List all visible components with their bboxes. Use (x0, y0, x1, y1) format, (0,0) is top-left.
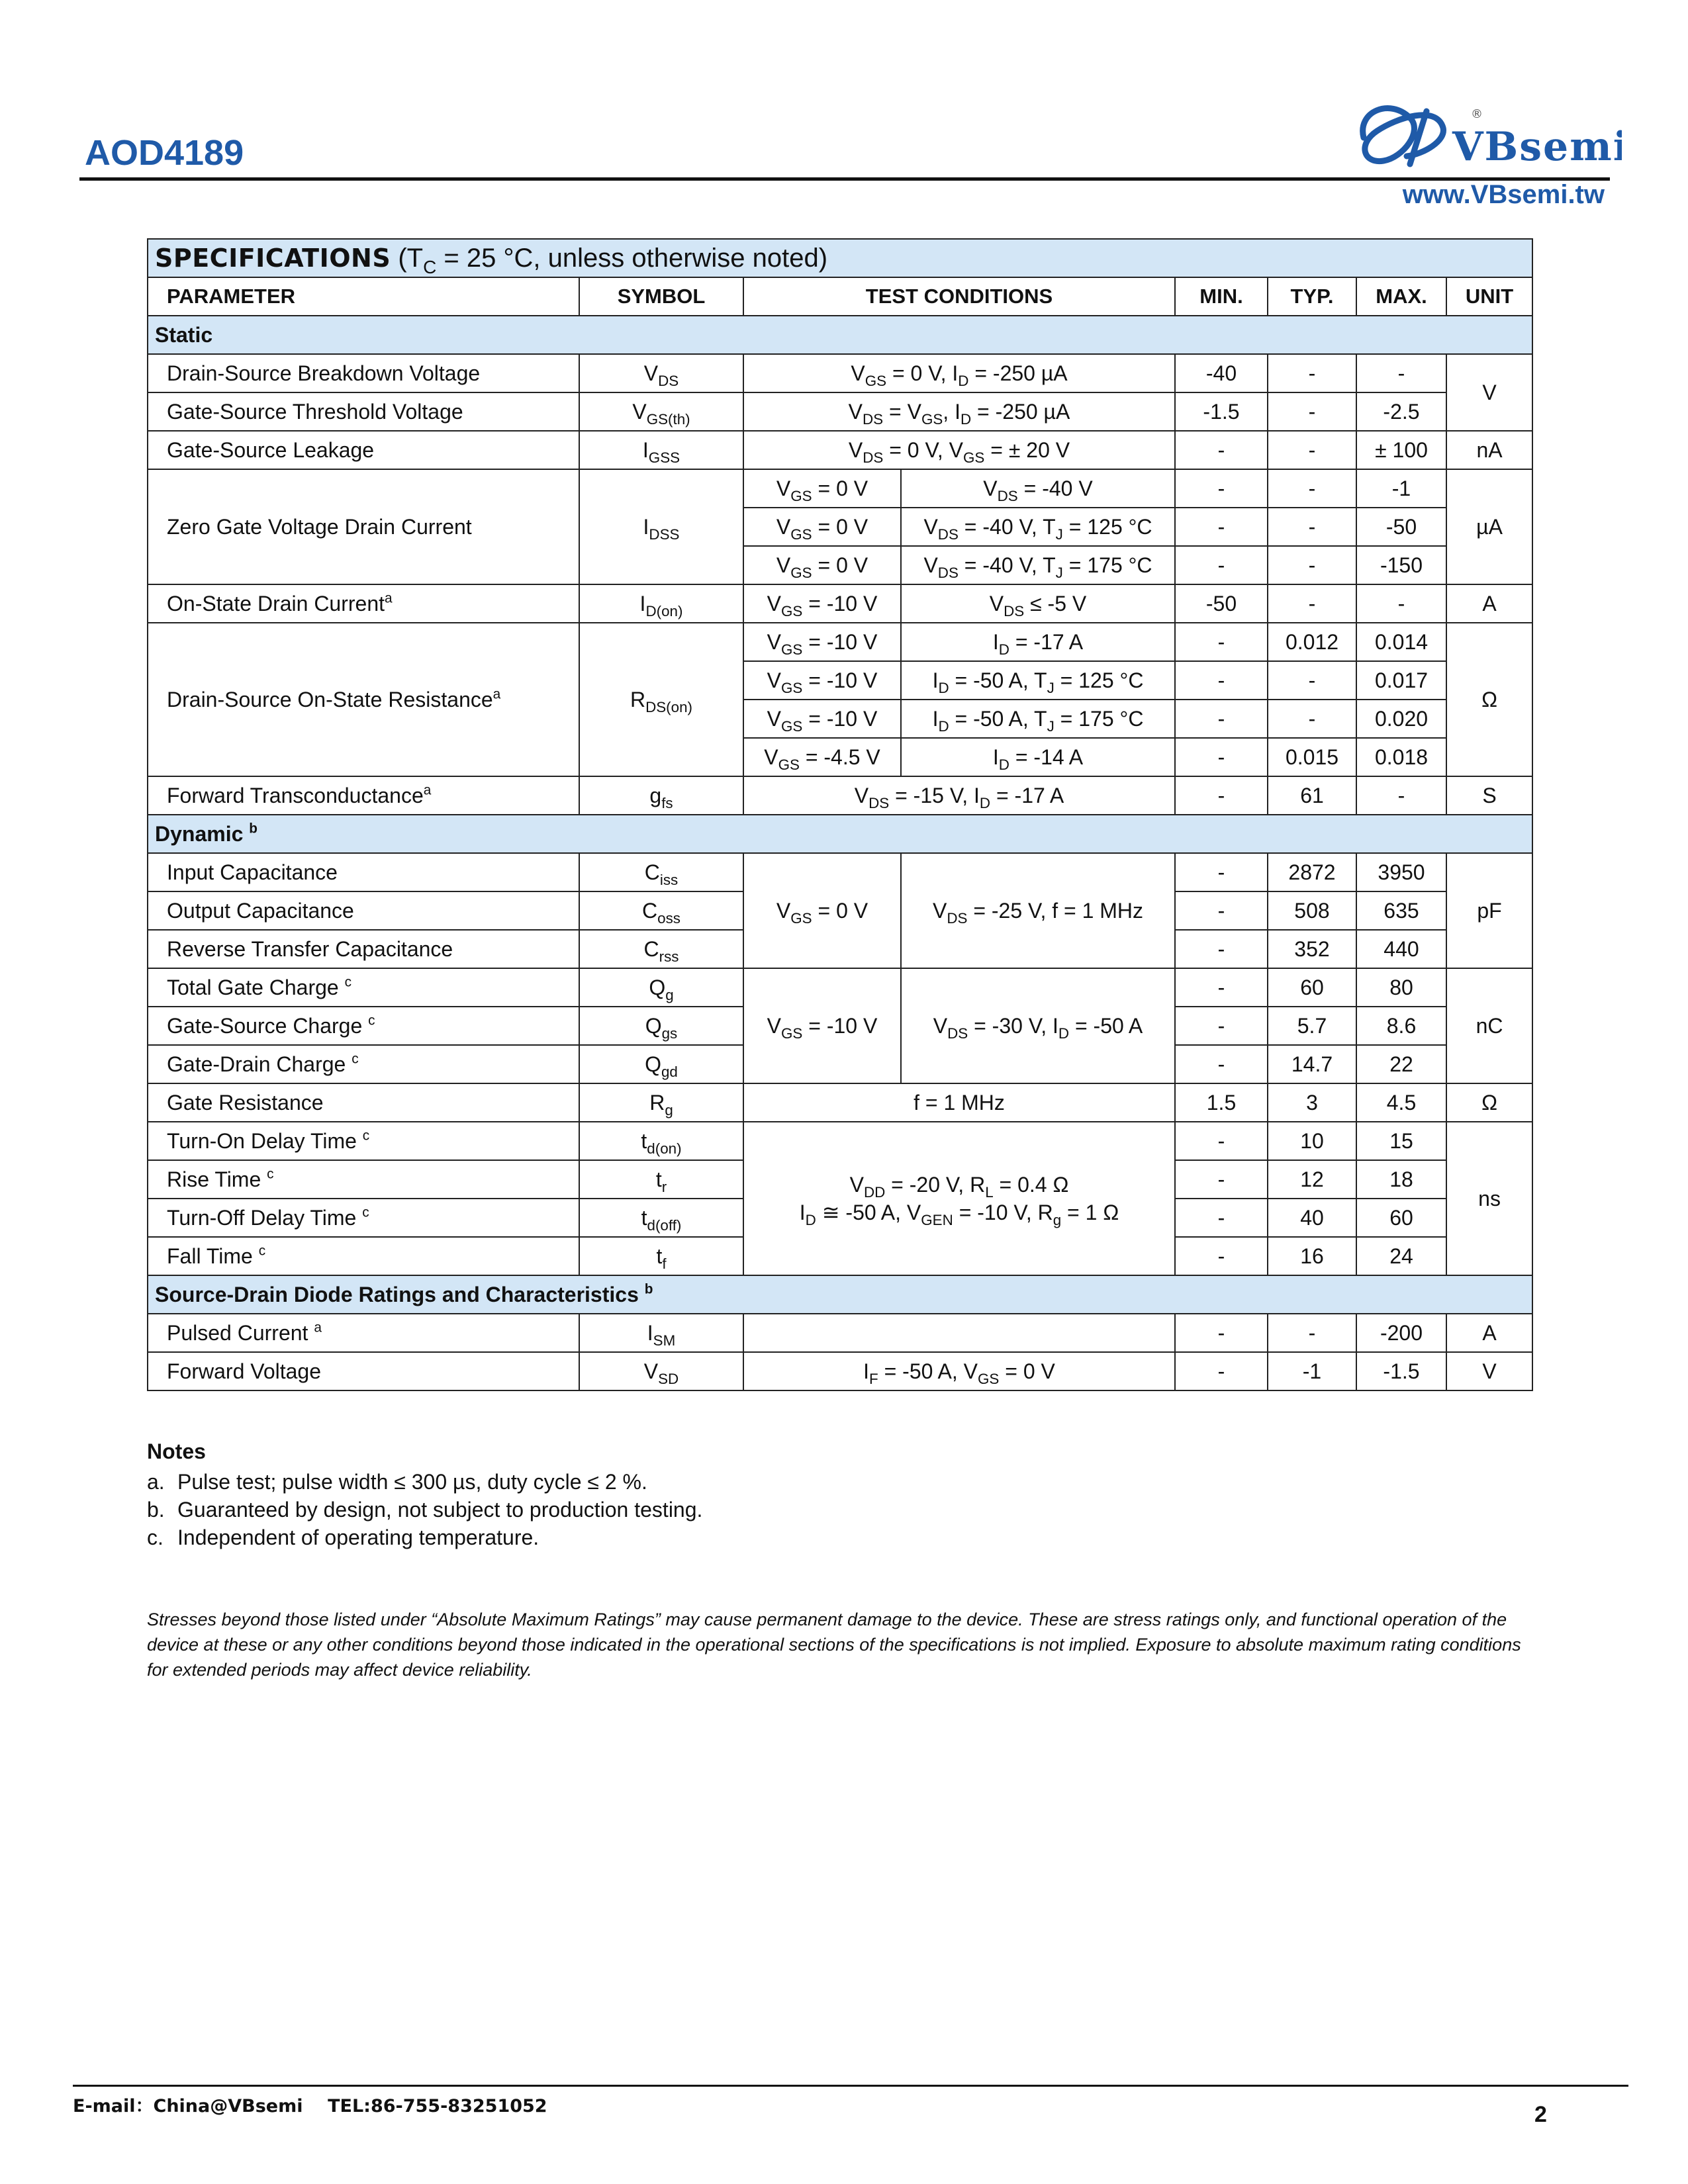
note-label: a. (147, 1470, 165, 1494)
min-cell: - (1175, 700, 1268, 738)
param-cell: Fall Time $^c$ (148, 1237, 579, 1275)
max-cell: 440 (1356, 930, 1446, 968)
min-cell: -40 (1175, 354, 1268, 392)
table-row (148, 1314, 1532, 1352)
table-row (148, 776, 1532, 815)
min-cell: - (1175, 1314, 1268, 1352)
vgs-cell: $V_{GS} = -10$ V (743, 968, 901, 1083)
typ-cell: - (1268, 354, 1356, 392)
table-row (148, 584, 1532, 623)
unit-cell: A (1446, 1314, 1532, 1352)
param-cell: Gate-Source Leakage (148, 431, 579, 469)
brand-url[interactable]: www.VBsemi.tw (1402, 180, 1605, 209)
vgs-cell: $V_{GS} = -10$ V (743, 584, 901, 623)
min-cell: 1.5 (1175, 1083, 1268, 1122)
table-row (148, 1083, 1532, 1122)
param-cell: Gate Resistance (148, 1083, 579, 1122)
table-row (148, 1352, 1532, 1390)
typ-cell: - (1268, 469, 1356, 508)
symbol-cell: $R_g$ (579, 1083, 743, 1122)
max-cell: -1.5 (1356, 1352, 1446, 1390)
symbol-cell: $Q_{gd}$ (579, 1045, 743, 1083)
symbol-cell: $C_{rss}$ (579, 930, 743, 968)
min-cell: - (1175, 469, 1268, 508)
registered-mark: ® (1471, 107, 1483, 121)
unit-cell: nA (1446, 431, 1532, 469)
col-parameter: PARAMETER (148, 277, 579, 316)
max-cell: -200 (1356, 1314, 1446, 1352)
unit-cell: A (1446, 584, 1532, 623)
section-row-static (148, 316, 1532, 354)
param-cell: Pulsed Current $^a$ (148, 1314, 579, 1352)
note-item (147, 1524, 702, 1551)
typ-cell: - (1268, 546, 1356, 584)
table-title (148, 239, 1532, 277)
column-header-row (148, 277, 1532, 316)
part-number: AOD4189 (85, 133, 244, 173)
max-cell: 18 (1356, 1160, 1446, 1199)
col-test-conditions: TEST CONDITIONS (743, 277, 1175, 316)
max-cell: ± 100 (1356, 431, 1446, 469)
typ-cell: - (1268, 431, 1356, 469)
max-cell: 22 (1356, 1045, 1446, 1083)
vgs-cell: $V_{GS} = -10$ V (743, 700, 901, 738)
vgs-cell: $V_{GS} = 0$ V (743, 853, 901, 968)
min-cell: - (1175, 546, 1268, 584)
param-cell: Turn-Off Delay Time $^c$ (148, 1199, 579, 1237)
typ-cell: 60 (1268, 968, 1356, 1007)
max-cell: 80 (1356, 968, 1446, 1007)
symbol-cell: $V_{DS}$ (579, 354, 743, 392)
condition-cell: $V_{DD} = -20$ V, $R_L = 0.4$ Ω $I_D$ ≅ -50 A, $V_{GEN} = -10$ V, $R_g = 1$ Ω (743, 1122, 1175, 1275)
condition-cell: $V_{DS} \le -5$ V (901, 584, 1175, 623)
vgs-cell: $V_{GS} = 0$ V (743, 508, 901, 546)
param-cell: Forward Transconductance$^a$ (148, 776, 579, 815)
max-cell: 0.020 (1356, 700, 1446, 738)
title-rest: = 25 °C, unless otherwise noted) (436, 243, 828, 273)
col-typ: TYP. (1268, 277, 1356, 316)
table-row (148, 392, 1532, 431)
typ-cell: - (1268, 584, 1356, 623)
condition-cell: $V_{DS} = V_{GS}$, $I_D = -250$ µA (743, 392, 1175, 431)
max-cell: -150 (1356, 546, 1446, 584)
condition-cell: $V_{DS} = -30$ V, $I_D = -50$ A (901, 968, 1175, 1083)
vgs-cell: $V_{GS} = -10$ V (743, 661, 901, 700)
max-cell: - (1356, 776, 1446, 815)
min-cell: - (1175, 431, 1268, 469)
condition-cell: $I_D = -17$ A (901, 623, 1175, 661)
typ-cell: 61 (1268, 776, 1356, 815)
section-row-dynamic (148, 815, 1532, 853)
header-rule (79, 177, 1610, 181)
condition-cell: $V_{DS} = -40$ V, $T_J = 125$ °C (901, 508, 1175, 546)
footer-rule (73, 2085, 1628, 2087)
min-cell: - (1175, 508, 1268, 546)
typ-cell: 16 (1268, 1237, 1356, 1275)
symbol-cell: $g_{fs}$ (579, 776, 743, 815)
typ-cell: -1 (1268, 1352, 1356, 1390)
param-cell: Turn-On Delay Time $^c$ (148, 1122, 579, 1160)
max-cell: -1 (1356, 469, 1446, 508)
vbsemi-logo-mark-icon (1344, 91, 1622, 177)
min-cell: - (1175, 1007, 1268, 1045)
min-cell: - (1175, 776, 1268, 815)
min-cell: - (1175, 1237, 1268, 1275)
max-cell: 0.018 (1356, 738, 1446, 776)
note-text: Pulse test; pulse width ≤ 300 µs, duty cycle ≤ 2 %. (177, 1470, 647, 1494)
max-cell: - (1356, 584, 1446, 623)
symbol-cell: $I_{GSS}$ (579, 431, 743, 469)
typ-cell: 14.7 (1268, 1045, 1356, 1083)
max-cell: - (1356, 354, 1446, 392)
vgs-cell: $V_{GS} = -10$ V (743, 623, 901, 661)
table-row (148, 469, 1532, 508)
typ-cell: - (1268, 661, 1356, 700)
note-label: c. (147, 1525, 164, 1549)
section-dynamic: Dynamic $^b$ (148, 815, 1532, 853)
typ-cell: 352 (1268, 930, 1356, 968)
condition-cell: $I_D = -50$ A, $T_J = 175$ °C (901, 700, 1175, 738)
param-cell: Forward Voltage (148, 1352, 579, 1390)
notes-heading: Notes (147, 1439, 206, 1463)
title-bold: SPECIFICATIONS (155, 243, 391, 273)
table-row (148, 623, 1532, 661)
max-cell: 24 (1356, 1237, 1446, 1275)
param-cell: Gate-Source Threshold Voltage (148, 392, 579, 431)
footer-contact: E-mail：China@VBsemi TEL:86-755-83251052 (73, 2096, 547, 2116)
min-cell: - (1175, 891, 1268, 930)
vgs-cell: $V_{GS} = 0$ V (743, 546, 901, 584)
typ-cell: 10 (1268, 1122, 1356, 1160)
min-cell: - (1175, 1160, 1268, 1199)
symbol-cell: $V_{GS(th)}$ (579, 392, 743, 431)
param-cell: Rise Time $^c$ (148, 1160, 579, 1199)
param-cell: Zero Gate Voltage Drain Current (148, 469, 579, 584)
min-cell: - (1175, 968, 1268, 1007)
typ-cell: 12 (1268, 1160, 1356, 1199)
max-cell: 4.5 (1356, 1083, 1446, 1122)
condition-cell: $V_{DS} = -40$ V, $T_J = 175$ °C (901, 546, 1175, 584)
max-cell: 3950 (1356, 853, 1446, 891)
condition-cell: $V_{GS} = 0$ V, $I_D = -250$ µA (743, 354, 1175, 392)
max-cell: 60 (1356, 1199, 1446, 1237)
typ-cell: 0.015 (1268, 738, 1356, 776)
table-row (148, 1122, 1532, 1160)
condition-cell: $V_{DS} = -15$ V, $I_D = -17$ A (743, 776, 1175, 815)
unit-cell: S (1446, 776, 1532, 815)
unit-cell: µA (1446, 469, 1532, 584)
param-cell: Drain-Source Breakdown Voltage (148, 354, 579, 392)
min-cell: - (1175, 1045, 1268, 1083)
section-diode: Source-Drain Diode Ratings and Characteristics $^b$ (148, 1275, 1532, 1314)
param-cell: Gate-Source Charge $^c$ (148, 1007, 579, 1045)
typ-cell: 40 (1268, 1199, 1356, 1237)
symbol-cell: $C_{iss}$ (579, 853, 743, 891)
condition-cell: $V_{DS} = -25$ V, f = 1 MHz (901, 853, 1175, 968)
symbol-cell: $t_f$ (579, 1237, 743, 1275)
min-cell: - (1175, 661, 1268, 700)
min-cell: - (1175, 853, 1268, 891)
param-cell: Gate-Drain Charge $^c$ (148, 1045, 579, 1083)
vgs-cell: $V_{GS} = -4.5$ V (743, 738, 901, 776)
symbol-cell: $t_r$ (579, 1160, 743, 1199)
min-cell: - (1175, 1352, 1268, 1390)
note-text: Guaranteed by design, not subject to production testing. (177, 1498, 703, 1522)
section-row-diode (148, 1275, 1532, 1314)
typ-cell: 2872 (1268, 853, 1356, 891)
vgs-cell: $V_{GS} = 0$ V (743, 469, 901, 508)
table-row (148, 354, 1532, 392)
min-cell: - (1175, 738, 1268, 776)
min-cell: - (1175, 623, 1268, 661)
typ-cell: 3 (1268, 1083, 1356, 1122)
condition-cell: $V_{DS} = -40$ V (901, 469, 1175, 508)
min-cell: - (1175, 1199, 1268, 1237)
typ-cell: 508 (1268, 891, 1356, 930)
condition-cell: $I_D = -50$ A, $T_J = 125$ °C (901, 661, 1175, 700)
typ-cell: 0.012 (1268, 623, 1356, 661)
symbol-cell: $C_{oss}$ (579, 891, 743, 930)
disclaimer: Stresses beyond those listed under “Absolute Maximum Ratings” may cause permanent damage to the device. These are stress ratings only, and functional operation of the device at these or any other conditions beyond those indicated in the operational sections of the specifications is not implied. Exposure to absolute maximum rating conditions for extended periods may affect device reliability. (147, 1610, 1521, 1680)
unit-cell: pF (1446, 853, 1532, 968)
unit-cell: nC (1446, 968, 1532, 1083)
col-max: MAX. (1356, 277, 1446, 316)
param-cell: Drain-Source On-State Resistance$^a$ (148, 623, 579, 776)
condition-cell (743, 1314, 1175, 1352)
typ-cell: - (1268, 700, 1356, 738)
min-cell: - (1175, 930, 1268, 968)
col-min: MIN. (1175, 277, 1268, 316)
symbol-cell: $Q_g$ (579, 968, 743, 1007)
note-item (147, 1496, 702, 1524)
param-cell: Output Capacitance (148, 891, 579, 930)
symbol-cell: $I_{D(on)}$ (579, 584, 743, 623)
condition-cell: $I_F = -50$ A, $V_{GS} = 0$ V (743, 1352, 1175, 1390)
symbol-cell: $t_{d(on)}$ (579, 1122, 743, 1160)
condition-cell: $V_{DS} = 0$ V, $V_{GS}$ = ± 20 V (743, 431, 1175, 469)
notes-block (147, 1437, 702, 1551)
param-cell: Total Gate Charge $^c$ (148, 968, 579, 1007)
param-cell: Input Capacitance (148, 853, 579, 891)
page-number: 2 (1534, 2102, 1547, 2127)
unit-cell: V (1446, 1352, 1532, 1390)
unit-cell: Ω (1446, 1083, 1532, 1122)
typ-cell: 5.7 (1268, 1007, 1356, 1045)
symbol-cell: $R_{DS(on)}$ (579, 623, 743, 776)
param-cell: Reverse Transfer Capacitance (148, 930, 579, 968)
symbol-cell: $Q_{gs}$ (579, 1007, 743, 1045)
symbol-cell: $V_{SD}$ (579, 1352, 743, 1390)
table-title-row (148, 239, 1532, 277)
table-row (148, 853, 1532, 891)
title-sub: C (423, 256, 437, 277)
note-item (147, 1468, 702, 1496)
min-cell: - (1175, 1122, 1268, 1160)
typ-cell: - (1268, 392, 1356, 431)
unit-cell: V (1446, 354, 1532, 431)
unit-cell: Ω (1446, 623, 1532, 776)
symbol-cell: $t_{d(off)}$ (579, 1199, 743, 1237)
symbol-cell: $I_{DSS}$ (579, 469, 743, 584)
note-text: Independent of operating temperature. (177, 1525, 539, 1549)
min-cell: -50 (1175, 584, 1268, 623)
table-row (148, 431, 1532, 469)
title-open: (T (398, 243, 424, 273)
symbol-cell: $I_{SM}$ (579, 1314, 743, 1352)
param-cell: On-State Drain Current$^a$ (148, 584, 579, 623)
col-unit: UNIT (1446, 277, 1532, 316)
note-label: b. (147, 1498, 165, 1522)
max-cell: 0.014 (1356, 623, 1446, 661)
condition-cell: $I_D = -14$ A (901, 738, 1175, 776)
specifications-table (147, 238, 1533, 1391)
typ-cell: - (1268, 508, 1356, 546)
table-row (148, 968, 1532, 1007)
min-cell: -1.5 (1175, 392, 1268, 431)
brand-name: VBsemi (1452, 124, 1622, 170)
vbsemi-logo (1344, 91, 1622, 177)
max-cell: -2.5 (1356, 392, 1446, 431)
typ-cell: - (1268, 1314, 1356, 1352)
max-cell: 15 (1356, 1122, 1446, 1160)
max-cell: 635 (1356, 891, 1446, 930)
col-symbol: SYMBOL (579, 277, 743, 316)
max-cell: 8.6 (1356, 1007, 1446, 1045)
section-static: Static (148, 316, 1532, 354)
max-cell: -50 (1356, 508, 1446, 546)
max-cell: 0.017 (1356, 661, 1446, 700)
unit-cell: ns (1446, 1122, 1532, 1275)
condition-cell: f = 1 MHz (743, 1083, 1175, 1122)
